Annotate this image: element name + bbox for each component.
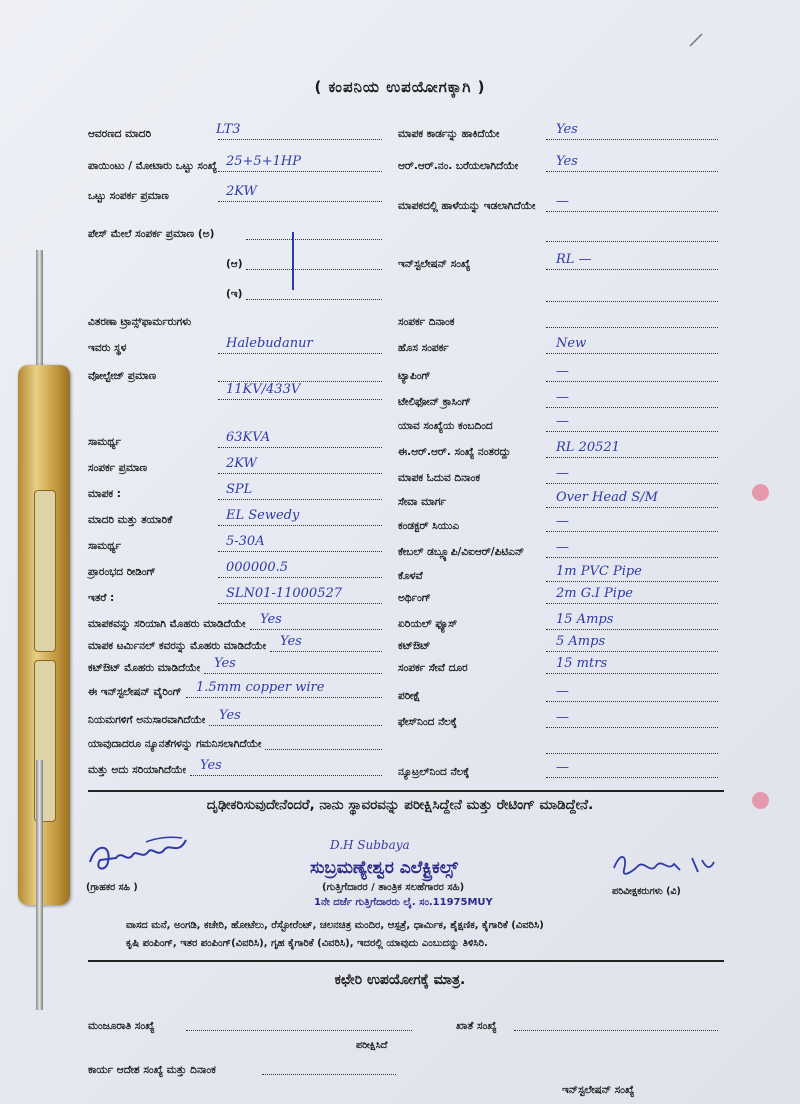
right-field-line[interactable] — [546, 651, 718, 652]
left-field-line[interactable] — [218, 577, 382, 578]
left-field-value[interactable]: Yes — [260, 612, 282, 627]
punch-hole-top — [752, 484, 769, 501]
right-field-label: ಕಂಡಕ್ಟರ್ ಸಿಯುಎ — [398, 520, 460, 532]
left-field-label: (ಇ) — [226, 288, 243, 300]
installation-number-label-bottom: ಇನ್‌ಸ್ಟಲೇಷನ್ ಸಂಖ್ಯೆ — [562, 1084, 635, 1096]
right-field-line[interactable] — [546, 507, 718, 508]
left-field-line[interactable] — [218, 139, 382, 140]
right-field-line[interactable] — [546, 727, 718, 728]
right-field-line[interactable] — [546, 269, 718, 270]
left-field-value[interactable]: Yes — [200, 758, 222, 773]
left-field-label: ಮಾಪಕ : — [88, 488, 122, 500]
left-field-label: ನಿಯಮಗಳಿಗೆ ಅನುಸಾರವಾಗಿದೆಯೇ — [88, 714, 206, 726]
right-field-label: ಆರ್.ಆರ್.ನಂ. ಬರೆಯಲಾಗಿದೆಯೇ — [398, 160, 519, 172]
left-field-label: ಸಾಮರ್ಥ್ಯ — [88, 540, 121, 552]
left-field-label: ಮಾದರಿ ಮತ್ತು ತಯಾರಿಕೆ — [88, 514, 173, 526]
left-field-line[interactable] — [218, 447, 382, 448]
left-field-label: ಪೇಸ್ ಮೇಲೆ ಸಂಪರ್ಕ ಪ್ರಮಾಣ (ಅ) — [88, 228, 215, 240]
punch-hole-bottom — [752, 792, 769, 809]
right-field-label: ಕಟ್‌ಔಟ್ — [398, 640, 431, 652]
certification-text: ದೃಢೀಕರಿಸುವುದೇನೆಂದರೆ, ನಾನು ಸ್ಥಾವರವನ್ನು ಪರೀಕ್ಷಿಸಿದ್ದೇನೆ ಮತ್ತು ರೇಟಿಂಗ್ ಮಾಡಿದ್ದೇನೆ. — [206, 797, 594, 813]
left-field-line[interactable] — [250, 629, 382, 630]
left-field-line[interactable] — [265, 749, 382, 750]
right-field-value[interactable]: 5 Amps — [556, 634, 606, 649]
left-field-label: ಇವರು ಸ್ಥಳ — [88, 342, 127, 354]
right-field-line[interactable] — [546, 327, 718, 328]
left-field-line[interactable] — [190, 775, 382, 776]
left-field-value[interactable]: 63KVA — [226, 430, 271, 445]
right-field-value[interactable]: — — [556, 684, 569, 699]
right-field-value[interactable]: 15 mtrs — [556, 656, 608, 671]
right-field-line[interactable] — [546, 171, 718, 172]
right-field-label: ಸಂಪರ್ಕ ಸೇವೆ ದೂರ — [398, 662, 468, 674]
right-field-line[interactable] — [546, 407, 718, 408]
right-field-line[interactable] — [546, 139, 718, 140]
left-field-value[interactable]: 5-30A — [226, 534, 265, 549]
right-field-line[interactable] — [546, 483, 718, 484]
left-field-value[interactable]: Yes — [214, 656, 236, 671]
inspected-label: ಪರೀಕ್ಷಿಸಿದೆ — [356, 1040, 388, 1051]
right-field-label: ಮಾಪಕ ಓದುವ ದಿನಾಂಕ — [398, 472, 481, 484]
right-field-line[interactable] — [546, 701, 718, 702]
left-field-value[interactable]: 11KV/433V — [226, 382, 301, 397]
left-field-line[interactable] — [218, 353, 382, 354]
left-field-line[interactable] — [218, 525, 382, 526]
right-field-value[interactable]: — — [556, 540, 569, 555]
right-field-label: ಅರ್ಥಿಂಗ್ — [398, 592, 431, 604]
right-field-label: ಸೇವಾ ಮಾರ್ಗ — [398, 496, 446, 508]
right-field-line[interactable] — [546, 241, 718, 242]
right-field-label: ಪರೀಕ್ಷೆ — [398, 690, 421, 702]
left-field-value[interactable]: 2KW — [226, 184, 257, 199]
right-field-label: ಕೇಬಲ್ ಡಬ್ಲ್ಯೂಪಿ/ವಿಐಆರ್/ಪಿಟಿಎನ್ — [398, 546, 525, 558]
right-field-value[interactable]: RL — — [556, 252, 592, 267]
left-field-value[interactable]: 2KW — [226, 456, 257, 471]
left-field-value[interactable]: 1.5mm copper wire — [196, 680, 325, 695]
left-field-line[interactable] — [270, 651, 382, 652]
right-field-value[interactable]: 15 Amps — [556, 612, 614, 627]
right-field-value[interactable]: — — [556, 710, 569, 725]
right-field-line[interactable] — [546, 211, 718, 212]
right-field-label: ಯಾವ ಸಂಖ್ಯೆಯ ಕಂಬದಿಂದ — [398, 420, 493, 432]
left-field-line[interactable] — [218, 551, 382, 552]
right-field-value[interactable]: — — [556, 390, 569, 405]
left-field-label: ಒಟ್ಟು ಸಂಪರ್ಕ ಪ್ರಮಾಣ — [88, 190, 169, 202]
right-field-line[interactable] — [546, 629, 718, 630]
pencil-mark — [688, 30, 708, 50]
sanction-number-label: ಮಂಜೂರಾತಿ ಸಂಖ್ಯೆ — [88, 1020, 155, 1032]
left-field-label: ಪಾಯಿಂಟು / ಮೋಟಾರು ಒಟ್ಟು ಸಂಖ್ಯೆ — [88, 160, 218, 172]
contractor-stamp-subtitle: (ಗುತ್ತಿಗೆದಾರರ / ತಾಂತ್ರಿಕ ಸಲಹೆಗಾರರ ಸಹಿ) — [322, 882, 465, 893]
left-field-label: ಇತರೆ : — [88, 592, 115, 604]
contractor-license: 1ನೇ ದರ್ಜೆ ಗುತ್ತಿಗೆದಾರರು ಲೈ. ಸಂ.11975MUY — [314, 897, 493, 908]
right-field-value[interactable]: — — [556, 514, 569, 529]
right-field-line[interactable] — [546, 531, 718, 532]
left-field-line[interactable] — [209, 725, 382, 726]
right-field-value[interactable]: 1m PVC Pipe — [556, 564, 642, 579]
right-field-value[interactable]: — — [556, 760, 569, 775]
right-field-label: ಮಾಪಕ ಕಾರ್ಡನ್ನು ಹಾಕಿದೆಯೇ — [398, 128, 500, 140]
usage-line-1: ವಾಸದ ಮನೆ, ಅಂಗಡಿ, ಕಚೇರಿ, ಹೋಟೆಲು, ರೆಸ್ಟೋರೆಂಟ್, ಚಲನಚಿತ್ರ ಮಂದಿರ, ಆಸ್ಪತ್ರೆ, ಧಾರ್ಮಿಕ, ಶೈಕ್ಷಣಿಕ, ಕೈಗಾರಿಕೆ (ವಿವರಿಸಿ) — [126, 920, 544, 931]
right-field-line[interactable] — [546, 581, 718, 582]
right-field-value[interactable]: — — [556, 466, 569, 481]
right-field-label: ಈ.ಆರ್.ಆರ್. ಸಂಖ್ಯೆ ನಂತರದ್ದು — [398, 446, 511, 458]
left-field-value[interactable]: Halebudanur — [226, 336, 313, 351]
left-field-label: ಆವರಣದ ಮಾದರಿ — [88, 128, 152, 140]
right-field-label: ಇನ್‌ಸ್ಟಲೇಷನ್ ಸಂಖ್ಯೆ — [398, 258, 471, 270]
right-field-line[interactable] — [546, 557, 718, 558]
left-field-label: ಕಟ್‌ಔಟ್ ಮೊಹರು ಮಾಡಿದೆಯೇ — [88, 662, 200, 674]
left-field-line[interactable] — [218, 399, 382, 400]
right-field-label: ಟೇಲಿಫೋನ್ ಕ್ರಾಸಿಂಗ್ — [398, 396, 471, 408]
left-field-line[interactable] — [246, 269, 382, 270]
sanction-number-field[interactable] — [186, 1030, 412, 1031]
left-field-line[interactable] — [204, 673, 382, 674]
right-field-line[interactable] — [546, 673, 718, 674]
left-field-value[interactable]: Yes — [219, 708, 241, 723]
account-number-label: ಖಾತೆ ಸಂಖ್ಯೆ — [456, 1020, 497, 1032]
left-field-line[interactable] — [218, 603, 382, 604]
left-field-label: ಈ ಇನ್‌ಸ್ಟಲೇಷನ್ ವೈರಿಂಗ್ — [88, 686, 182, 698]
right-field-label: ಏರಿಯಲ್ ಫ್ಯೂಸ್ — [398, 618, 458, 630]
left-field-label: ಮತ್ತು ಅದು ಸರಿಯಾಗಿದೆಯೇ — [88, 764, 186, 776]
office-use-heading: ಕಛೇರಿ ಉಪಯೋಗಕ್ಕೆ ಮಾತ್ರ. — [334, 972, 466, 988]
right-field-label: ಮಾಪಕದಲ್ಲಿ ಹಾಳೆಯನ್ನು ಇಡಲಾಗಿದೆಯೇ — [398, 200, 536, 212]
work-order-label: ಕಾರ್ಯ ಆದೇಶ ಸಂಖ್ಯೆ ಮತ್ತು ದಿನಾಂಕ — [88, 1064, 216, 1076]
left-field-label: ಸಾಮರ್ಥ್ಯ — [88, 436, 121, 448]
left-field-label: ವೋಲ್ಟೇಜ್ ಪ್ರಮಾಣ — [88, 370, 157, 382]
phase-pen-mark — [292, 232, 294, 290]
left-field-value[interactable]: 000000.5 — [226, 560, 289, 575]
left-field-line[interactable] — [218, 473, 382, 474]
right-field-value[interactable]: — — [556, 364, 569, 379]
left-field-label: ಮಾಪಕ ಟರ್ಮಿನಲ್ ಕವರನ್ನು ಮೊಹರು ಮಾಡಿದೆಯೇ — [88, 640, 266, 652]
fastener-rod-bottom — [36, 760, 43, 1010]
right-field-label: ಟ್ಯಾಪಿಂಗ್ — [398, 370, 431, 382]
right-field-value[interactable]: Over Head S/M — [556, 490, 658, 505]
right-field-line[interactable] — [546, 353, 718, 354]
inspector-signature — [610, 848, 720, 884]
left-field-label: ಸಂಪರ್ಕ ಪ್ರಮಾಣ — [88, 462, 148, 474]
right-field-line[interactable] — [546, 457, 718, 458]
right-field-line[interactable] — [546, 431, 718, 432]
right-field-line[interactable] — [546, 381, 718, 382]
left-field-label: ಯಾವುದಾದರೂ ನ್ಯೂನತೆಗಳನ್ನು ಗಮನಿಸಲಾಗಿದೆಯೇ — [88, 738, 262, 750]
left-field-value[interactable]: SPL — [226, 482, 253, 497]
right-field-line[interactable] — [546, 603, 718, 604]
left-field-label: ಪ್ರಾರಂಭದ ರೀಡಿಂಗ್ — [88, 566, 156, 578]
work-order-field[interactable] — [262, 1074, 396, 1075]
right-field-value[interactable]: New — [556, 336, 587, 351]
right-field-label: ಹೊಸ ಸಂಪರ್ಕ — [398, 342, 449, 354]
customer-sign-label: (ಗ್ರಾಹಕರ ಸಹಿ ) — [86, 882, 138, 893]
left-field-value[interactable]: 25+5+1HP — [226, 154, 301, 169]
office-divider — [88, 960, 724, 962]
right-field-value[interactable]: Yes — [556, 154, 578, 169]
left-field-label: (ಆ) — [226, 258, 243, 270]
account-number-field[interactable] — [514, 1030, 718, 1031]
divider-line — [88, 790, 724, 792]
left-field-line[interactable] — [186, 697, 382, 698]
left-field-value[interactable]: LT3 — [216, 122, 241, 137]
inspector-sign-label: ಪರಿವೀಕ್ಷಕರುಗಳು (ವಿ) — [612, 886, 681, 897]
left-field-label: ಮಾಪಕವನ್ನು ಸರಿಯಾಗಿ ಮೊಹರು ಮಾಡಿದೆಯೇ — [88, 618, 246, 630]
left-field-line[interactable] — [218, 171, 382, 172]
customer-signature — [86, 832, 196, 882]
right-field-label: ಕೊಳವೆ — [398, 570, 423, 582]
right-field-label: ನ್ಯೂಟ್ರಲ್‌ನಿಂದ ನೆಲಕ್ಕೆ — [398, 766, 470, 778]
left-field-line[interactable] — [246, 239, 382, 240]
left-field-line[interactable] — [218, 201, 382, 202]
usage-line-2: ಕೃಷಿ ಪಂಪಿಂಗ್, ಇತರ ಪಂಪಿಂಗ್(ವಿವರಿಸಿ), ಗೃಹ ಕೈಗಾರಿಕೆ (ವಿವರಿಸಿ), ಇದರಲ್ಲಿ ಯಾವುದು ಎಂಬುದನ್ನು ತಿಳಿಸಿರಿ. — [126, 938, 488, 949]
fastener-rod-top — [36, 250, 43, 370]
contractor-stamp-name: ಸುಬ್ರಮಣ್ಯೇಶ್ವರ ಎಲೆಕ್ಟ್ರಿಕಲ್ಸ್ — [310, 858, 458, 878]
fastener-slot-upper — [34, 490, 56, 652]
right-field-label: ಸಂಪರ್ಕ ದಿನಾಂಕ — [398, 316, 455, 328]
left-field-value[interactable]: EL Sewedy — [226, 508, 300, 523]
right-field-value[interactable]: Yes — [556, 122, 578, 137]
right-field-line[interactable] — [546, 777, 718, 778]
right-field-value[interactable]: RL 20521 — [556, 440, 620, 455]
left-field-value[interactable]: Yes — [280, 634, 302, 649]
form-title: ( ಕಂಪನಿಯ ಉಪಯೋಗಕ್ಕಾಗಿ ) — [314, 78, 486, 96]
left-field-line[interactable] — [218, 499, 382, 500]
left-field-value[interactable]: SLN01-11000527 — [226, 586, 343, 601]
right-field-line[interactable] — [546, 753, 718, 754]
left-field-line[interactable] — [246, 299, 382, 300]
right-field-value[interactable]: — — [556, 194, 569, 209]
right-field-line[interactable] — [546, 301, 718, 302]
right-field-label: ಫೇಸ್‌ನಿಂದ ನೆಲಕ್ಕೆ — [398, 716, 457, 728]
right-field-value[interactable]: — — [556, 414, 569, 429]
left-field-label: ವಿತರಣಾ ಟ್ರಾನ್ಸ್‌ಫಾರ್ಮರುಗಳು — [88, 316, 192, 328]
inspector-name-handwritten: D.H Subbaya — [330, 838, 410, 852]
right-field-value[interactable]: 2m G.I Pipe — [556, 586, 633, 601]
